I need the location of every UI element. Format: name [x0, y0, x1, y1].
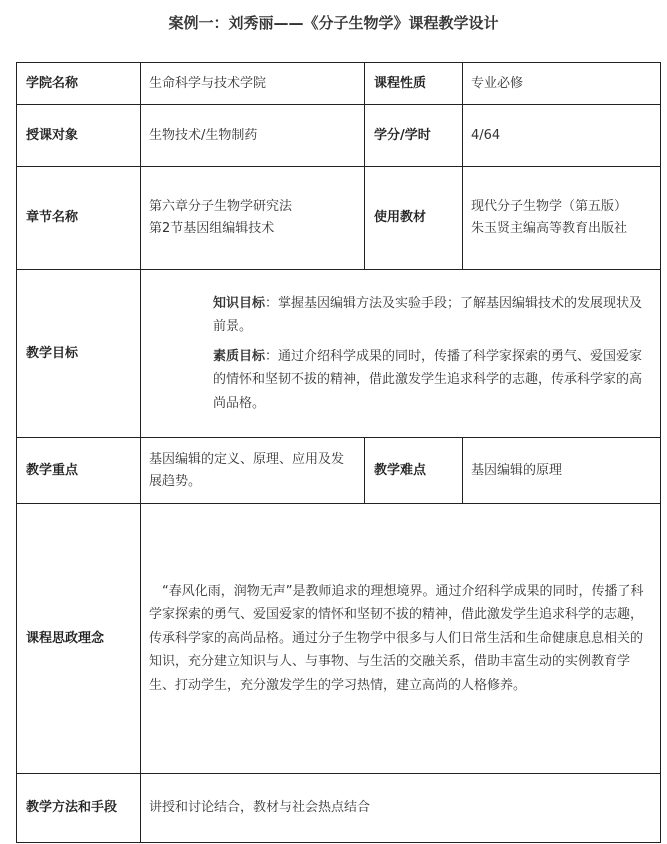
quality-objective-text: ：通过介绍科学成果的同时，传播了科学家探索的勇气、爱国爱家的情怀和坚韧不拔的精神，借此激发学生追求科学的志趣，传承科学家的高尚品格。	[213, 348, 643, 411]
chapter-line-2: 第2节基因组编辑技术	[149, 221, 275, 236]
knowledge-objective-text: ：掌握基因编辑方法及实验手段；了解基因编辑技术的发展现状及前景。	[213, 295, 643, 335]
document-title: 案例一：刘秀丽——《分子生物学》课程教学设计	[168, 14, 499, 32]
course-nature-label: 课程性质	[365, 63, 463, 105]
key-points-value: 基因编辑的定义、原理、应用及发展趋势。	[141, 438, 365, 504]
knowledge-objective	[213, 292, 652, 339]
college-value: 生命科学与技术学院	[141, 63, 365, 105]
college-label: 学院名称	[17, 63, 141, 105]
audience-value: 生物技术/生物制药	[141, 105, 365, 167]
course-nature-value: 专业必修	[463, 63, 661, 105]
textbook-line-1: 现代分子生物学（第五版）	[471, 199, 628, 214]
chapter-label: 章节名称	[17, 167, 141, 270]
row-audience	[17, 105, 661, 167]
ideology-label: 课程思政理念	[17, 504, 141, 774]
row-ideology	[17, 504, 661, 774]
difficulty-value: 基因编辑的原理	[463, 438, 661, 504]
row-methods	[17, 774, 661, 843]
credits-value: 4/64	[463, 105, 661, 167]
course-design-table	[16, 62, 661, 843]
quality-objective-label: 素质目标	[213, 348, 266, 364]
chapter-line-1: 第六章分子生物学研究法	[149, 199, 293, 214]
credits-label: 学分/学时	[365, 105, 463, 167]
textbook-label: 使用教材	[365, 167, 463, 270]
audience-label: 授课对象	[17, 105, 141, 167]
methods-label: 教学方法和手段	[17, 774, 141, 843]
row-chapter	[17, 167, 661, 270]
textbook-value	[463, 167, 661, 270]
textbook-line-2: 朱玉贤主编高等教育出版社	[471, 221, 628, 236]
row-key-points	[17, 438, 661, 504]
quality-objective	[213, 345, 652, 416]
objectives-label: 教学目标	[17, 270, 141, 438]
key-points-label: 教学重点	[17, 438, 141, 504]
objectives-value	[141, 270, 661, 438]
chapter-value	[141, 167, 365, 270]
difficulty-label: 教学难点	[365, 438, 463, 504]
ideology-text: “春风化雨，润物无声”是教师追求的理想境界。通过介绍科学成果的同时，传播了科学家探索的勇气、爱国爱家的情怀和坚韧不拔的精神，借此激发学生追求科学的志趣，传承科学家的高尚品格。通过分子生物学中很多与人们日常生活和生命健康息息相关的知识，充分建立知识与人、与事物、与生活的交融关系，借助丰富生动的实例教育学生、打动学生，充分激发学生的学习热情，建立高尚的人格修养。	[141, 504, 661, 774]
knowledge-objective-label: 知识目标	[213, 295, 266, 311]
methods-value: 讲授和讨论结合，教材与社会热点结合	[141, 774, 661, 843]
row-college	[17, 63, 661, 105]
row-objectives	[17, 270, 661, 438]
